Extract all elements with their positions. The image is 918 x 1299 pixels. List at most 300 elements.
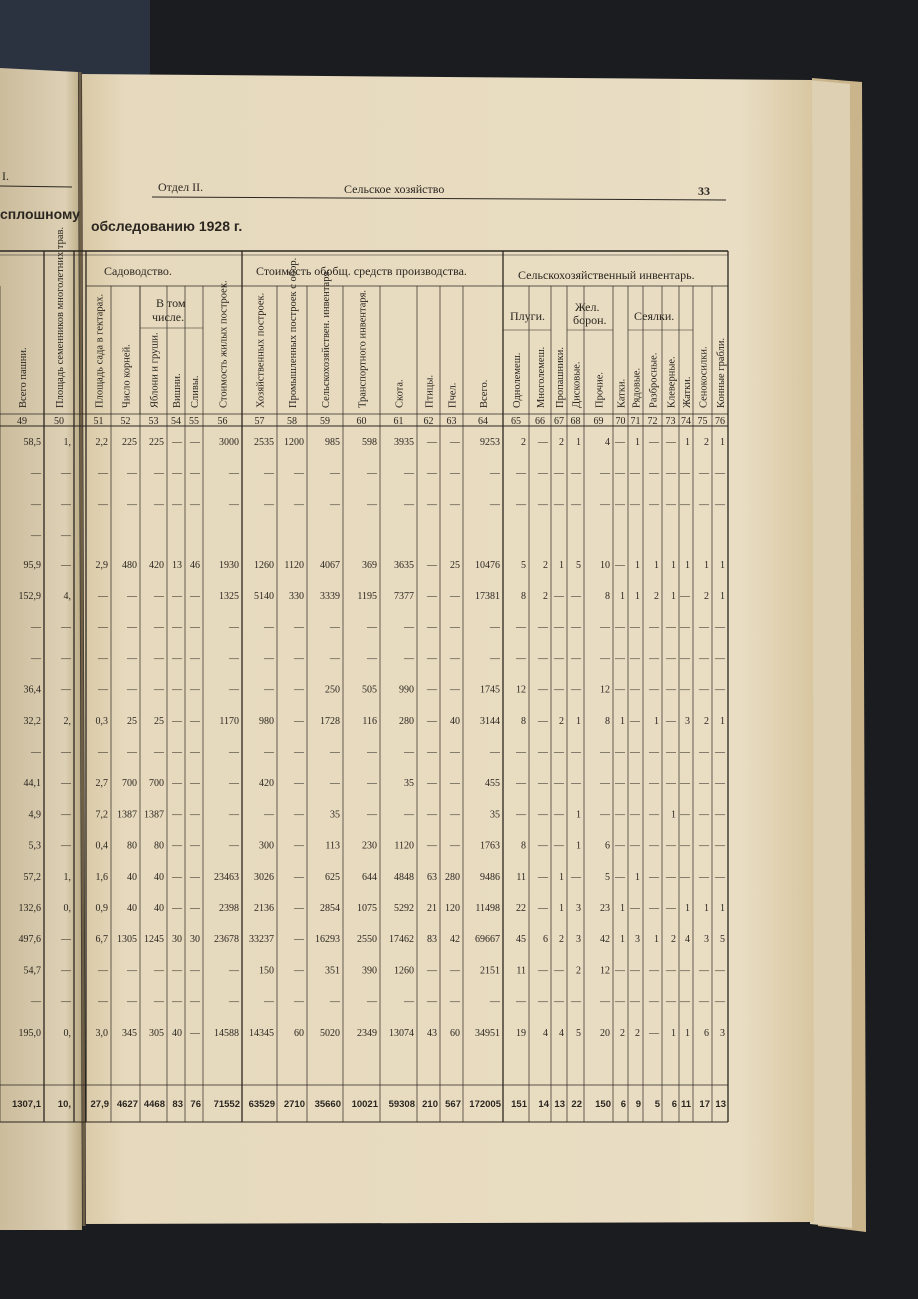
table-cell: 5 xyxy=(576,559,581,571)
table-cell: — xyxy=(404,809,414,821)
table-cell: — xyxy=(630,468,640,480)
table-cell: — xyxy=(127,653,137,665)
table-cell: — xyxy=(649,747,659,758)
table-cell: — xyxy=(715,747,725,758)
table-cell: 2136 xyxy=(254,903,274,914)
table-cell: 0,3 xyxy=(95,715,108,727)
table-cell: 17462 xyxy=(389,934,414,946)
table-cell: — xyxy=(294,622,304,634)
table-cell: 1 xyxy=(720,437,725,448)
table-cell: — xyxy=(699,684,709,696)
column-label: Число корней. xyxy=(121,344,133,408)
table-cell: — xyxy=(630,903,640,914)
table-cell: — xyxy=(229,778,239,790)
table-cell: — xyxy=(715,778,725,790)
table-cell: — xyxy=(127,591,137,602)
column-number: 51 xyxy=(93,416,104,427)
table-cell: — xyxy=(699,996,709,1008)
table-cell: — xyxy=(680,684,690,696)
column-label: Пчел. xyxy=(447,382,459,408)
table-cell: 369 xyxy=(362,559,377,571)
table-cell: — xyxy=(264,996,274,1008)
left-table-cell: — xyxy=(31,747,41,758)
table-cell: — xyxy=(450,996,460,1008)
column-label: Стоимость жилых построек. xyxy=(218,280,230,408)
table-cell: 420 xyxy=(259,778,274,790)
table-cell: 8 xyxy=(521,591,526,602)
table-cell: — xyxy=(554,591,564,602)
column-number: 67 xyxy=(554,416,564,427)
table-cell: 2 xyxy=(671,934,676,946)
column-label: Дисковые. xyxy=(571,361,583,408)
table-cell: — xyxy=(571,622,581,634)
column-number: 64 xyxy=(478,416,488,427)
table-cell: — xyxy=(427,653,437,665)
column-number: 76 xyxy=(715,416,725,427)
table-cell: — xyxy=(680,622,690,634)
table-cell: — xyxy=(615,996,625,1008)
table-cell: — xyxy=(649,840,659,852)
table-cell: — xyxy=(538,965,548,977)
total-cell: 71552 xyxy=(213,1099,240,1110)
table-cell: — xyxy=(490,747,500,758)
table-cell: — xyxy=(615,840,625,852)
table-cell: 10476 xyxy=(475,559,500,571)
table-cell: — xyxy=(571,996,581,1008)
table-cell: — xyxy=(666,996,676,1008)
left-table-cell: — xyxy=(61,934,71,946)
table-cell: — xyxy=(666,622,676,634)
table-cell: — xyxy=(367,809,377,821)
table-cell: — xyxy=(571,871,581,883)
table-cell: 5020 xyxy=(320,1027,340,1039)
table-cell: — xyxy=(554,778,564,790)
table-cell: 700 xyxy=(149,778,164,790)
left-table-cell: — xyxy=(61,840,71,852)
right-page xyxy=(82,74,814,1224)
table-cell: — xyxy=(229,809,239,821)
table-cell: 1 xyxy=(685,559,690,571)
table-cell: — xyxy=(571,468,581,480)
table-cell: — xyxy=(127,996,137,1008)
table-cell: — xyxy=(172,871,182,883)
table-cell: — xyxy=(680,996,690,1008)
table-cell: 2535 xyxy=(254,437,274,448)
left-table-cell: — xyxy=(61,559,71,571)
table-cell: — xyxy=(229,747,239,758)
table-cell: 3 xyxy=(635,934,640,946)
table-cell: — xyxy=(666,840,676,852)
left-table-cell: — xyxy=(61,622,71,634)
column-label: Однолемеш. xyxy=(512,352,523,408)
table-cell: — xyxy=(615,809,625,821)
column-label: Вишни. xyxy=(172,373,183,408)
table-cell: — xyxy=(294,965,304,977)
column-label: Транспортного инвентаря. xyxy=(357,289,369,408)
table-cell: 45 xyxy=(516,934,526,946)
column-label: Конные грабли. xyxy=(716,337,727,408)
table-cell: — xyxy=(666,778,676,790)
table-cell: 2,7 xyxy=(95,778,108,790)
table-cell: — xyxy=(294,934,304,946)
column-number: 65 xyxy=(511,416,521,427)
total-cell: 9 xyxy=(635,1099,641,1110)
table-cell: 330 xyxy=(289,591,304,602)
table-cell: 22 xyxy=(516,903,526,914)
table-cell: — xyxy=(154,468,164,480)
table-cell: — xyxy=(571,684,581,696)
column-number: 70 xyxy=(615,416,626,427)
table-cell: — xyxy=(699,778,709,790)
table-cell: — xyxy=(649,778,659,790)
table-cell: — xyxy=(367,747,377,758)
table-cell: — xyxy=(538,903,548,914)
table-cell: — xyxy=(715,499,725,511)
column-label: Яблони и груши. xyxy=(149,332,161,408)
table-cell: — xyxy=(190,468,200,480)
table-cell: 13 xyxy=(172,559,182,571)
table-cell: 985 xyxy=(325,437,340,448)
table-cell: 25 xyxy=(127,715,137,727)
column-label: Клеверные. xyxy=(666,356,678,408)
table-cell: 8 xyxy=(605,591,610,602)
table-cell: — xyxy=(715,653,725,665)
group-header-garden-sub-2: числе. xyxy=(152,310,185,324)
table-cell: — xyxy=(229,684,239,696)
left-table-cell: 152,9 xyxy=(18,591,41,602)
table-cell: — xyxy=(680,965,690,977)
total-cell: 63529 xyxy=(248,1099,275,1110)
table-cell: 6 xyxy=(543,934,548,946)
table-cell: — xyxy=(680,747,690,758)
table-cell: 1 xyxy=(635,871,640,883)
page-stack-edge xyxy=(808,80,852,1228)
table-cell: 25 xyxy=(450,559,460,571)
table-cell: 40 xyxy=(154,903,164,914)
column-number: 52 xyxy=(120,416,131,427)
table-cell: — xyxy=(715,996,725,1008)
table-cell: — xyxy=(538,809,548,821)
table-cell: 2 xyxy=(576,965,581,977)
table-cell: — xyxy=(264,622,274,634)
table-cell: — xyxy=(190,903,200,914)
table-cell: — xyxy=(615,622,625,634)
total-cell: 13 xyxy=(715,1099,726,1110)
table-cell: — xyxy=(229,653,239,665)
table-cell: — xyxy=(666,468,676,480)
table-cell: — xyxy=(190,591,200,602)
left-table-cell: — xyxy=(31,468,41,480)
table-cell: — xyxy=(264,468,274,480)
table-cell: 2,2 xyxy=(95,437,108,448)
table-cell: — xyxy=(649,996,659,1008)
table-cell: 1245 xyxy=(144,934,164,946)
table-cell: — xyxy=(172,996,182,1008)
left-table-cell: — xyxy=(31,996,41,1008)
table-cell: — xyxy=(450,622,460,634)
table-cell: — xyxy=(427,591,437,602)
table-cell: — xyxy=(571,591,581,602)
total-cell: 11 xyxy=(680,1099,691,1110)
left-table-cell: 58,5 xyxy=(23,437,41,448)
left-table-cell: — xyxy=(61,530,71,542)
table-cell: 40 xyxy=(450,715,460,727)
column-label: Хозяйственных построек. xyxy=(255,292,267,408)
table-cell: — xyxy=(538,747,548,758)
table-cell: — xyxy=(554,684,564,696)
left-table-cell: — xyxy=(61,996,71,1008)
table-cell: — xyxy=(630,996,640,1008)
table-cell: — xyxy=(190,499,200,511)
table-cell: 69667 xyxy=(475,934,500,946)
table-cell: 1200 xyxy=(284,437,304,448)
left-table-cell: — xyxy=(31,499,41,511)
table-cell: — xyxy=(538,468,548,480)
table-cell: — xyxy=(538,778,548,790)
table-cell: — xyxy=(427,468,437,480)
table-cell: — xyxy=(630,965,640,977)
table-cell: — xyxy=(699,809,709,821)
left-table-cell: 57,2 xyxy=(23,871,41,883)
left-table-cell: 132,6 xyxy=(18,903,41,914)
scan-shadow xyxy=(0,0,150,80)
total-cell: 4627 xyxy=(116,1099,138,1110)
table-cell: — xyxy=(649,468,659,480)
table-cell: 6,7 xyxy=(95,934,108,946)
table-cell: — xyxy=(715,871,725,883)
table-cell: — xyxy=(554,468,564,480)
left-table-cell: — xyxy=(31,622,41,634)
left-column-label: Всего пашни. xyxy=(18,347,29,408)
left-table-cell: 1, xyxy=(63,437,71,448)
table-cell: — xyxy=(404,996,414,1008)
table-cell: 3339 xyxy=(320,591,340,602)
column-number: 55 xyxy=(189,416,199,427)
group-header-harrows-2: борон. xyxy=(573,313,607,327)
table-cell: — xyxy=(450,468,460,480)
table-cell: — xyxy=(615,684,625,696)
table-cell: — xyxy=(190,437,200,448)
table-cell: 225 xyxy=(122,437,137,448)
total-cell: 83 xyxy=(172,1099,183,1110)
table-cell: 2 xyxy=(543,591,548,602)
table-cell: 35 xyxy=(330,809,340,821)
table-cell: 990 xyxy=(399,684,414,696)
table-cell: 1 xyxy=(635,591,640,602)
table-cell: 2 xyxy=(559,934,564,946)
table-cell: 113 xyxy=(325,840,340,852)
table-cell: 23463 xyxy=(214,871,239,883)
table-cell: — xyxy=(264,809,274,821)
table-cell: 2398 xyxy=(219,903,239,914)
table-cell: — xyxy=(404,747,414,758)
table-cell: 1120 xyxy=(284,559,304,571)
column-label: Скота. xyxy=(394,379,406,408)
table-cell: 5140 xyxy=(254,591,274,602)
left-table-cell: 1, xyxy=(63,871,71,883)
table-cell: — xyxy=(715,965,725,977)
table-cell: — xyxy=(600,653,610,665)
table-cell: — xyxy=(666,747,676,758)
table-cell: — xyxy=(649,622,659,634)
table-cell: — xyxy=(630,840,640,852)
table-cell: 23 xyxy=(600,903,610,914)
table-cell: — xyxy=(172,622,182,634)
table-cell: — xyxy=(649,653,659,665)
left-table-cell: — xyxy=(61,468,71,480)
table-cell: 3 xyxy=(720,1027,725,1039)
table-cell: — xyxy=(516,809,526,821)
table-cell: — xyxy=(699,622,709,634)
table-cell: — xyxy=(450,778,460,790)
table-cell: — xyxy=(294,747,304,758)
left-page-number: I. xyxy=(2,169,9,183)
table-cell: 5 xyxy=(521,559,526,571)
table-cell: — xyxy=(649,965,659,977)
table-cell: — xyxy=(554,840,564,852)
table-cell: — xyxy=(649,1027,659,1039)
column-label: Прочие. xyxy=(594,372,606,408)
table-cell: — xyxy=(699,840,709,852)
table-cell: 60 xyxy=(294,1027,304,1039)
table-cell: — xyxy=(127,684,137,696)
column-label: Рядовые. xyxy=(631,367,643,408)
table-cell: 250 xyxy=(325,684,340,696)
table-cell: — xyxy=(294,809,304,821)
table-cell: — xyxy=(600,996,610,1008)
table-cell: — xyxy=(490,996,500,1008)
table-cell: — xyxy=(680,653,690,665)
left-table-cell: 195,0 xyxy=(18,1027,41,1039)
total-cell: 35660 xyxy=(314,1099,341,1110)
left-table-cell: 4, xyxy=(63,591,71,602)
table-cell: — xyxy=(98,591,108,602)
total-cell: 6 xyxy=(671,1099,677,1110)
table-cell: — xyxy=(172,778,182,790)
table-cell: — xyxy=(330,778,340,790)
table-cell: 1 xyxy=(559,903,564,914)
table-cell: — xyxy=(427,437,437,448)
table-cell: 8 xyxy=(521,715,526,727)
table-cell: 35 xyxy=(490,809,500,821)
table-cell: 5 xyxy=(605,871,610,883)
table-cell: 2 xyxy=(543,559,548,571)
column-number: 75 xyxy=(697,416,708,427)
table-cell: — xyxy=(229,622,239,634)
table-cell: 1 xyxy=(720,903,725,914)
left-column-number: 49 xyxy=(17,416,27,427)
table-cell: — xyxy=(649,499,659,511)
table-cell: — xyxy=(615,437,625,448)
column-number: 66 xyxy=(535,416,545,427)
table-cell: 2 xyxy=(620,1027,625,1039)
table-cell: — xyxy=(330,747,340,758)
left-table-cell: — xyxy=(61,747,71,758)
left-table-cell: 4,9 xyxy=(28,809,41,821)
table-cell: — xyxy=(615,965,625,977)
table-cell: — xyxy=(450,437,460,448)
table-cell: — xyxy=(490,653,500,665)
table-cell: 1763 xyxy=(480,840,500,852)
table-cell: — xyxy=(615,499,625,511)
table-cell: 1 xyxy=(559,871,564,883)
table-cell: 0,4 xyxy=(95,840,108,852)
table-cell: — xyxy=(367,468,377,480)
table-cell: — xyxy=(264,653,274,665)
table-cell: 13074 xyxy=(389,1027,414,1039)
table-cell: — xyxy=(154,653,164,665)
table-cell: — xyxy=(571,499,581,511)
table-cell: 42 xyxy=(450,934,460,946)
table-cell: — xyxy=(715,684,725,696)
table-cell: 5 xyxy=(576,1027,581,1039)
group-header-harrows-1: Жел. xyxy=(575,300,600,314)
left-page xyxy=(0,68,82,1230)
table-cell: 2 xyxy=(704,591,709,602)
left-table-cell: 0, xyxy=(63,1027,71,1039)
left-total-cell: 1307,1 xyxy=(11,1099,41,1110)
table-cell: 17381 xyxy=(475,591,500,602)
table-cell: 21 xyxy=(427,903,437,914)
table-cell: — xyxy=(172,437,182,448)
total-cell: 6 xyxy=(620,1099,626,1110)
table-cell: — xyxy=(516,499,526,511)
column-number: 71 xyxy=(630,416,641,427)
table-cell: 3 xyxy=(576,934,581,946)
table-cell: — xyxy=(154,499,164,511)
table-cell: 1 xyxy=(654,559,659,571)
total-cell: 13 xyxy=(554,1099,565,1110)
column-label: Жатки. xyxy=(682,376,693,408)
table-cell: — xyxy=(172,715,182,727)
table-cell: 8 xyxy=(605,715,610,727)
table-cell: — xyxy=(450,747,460,758)
table-cell: — xyxy=(554,809,564,821)
total-cell: 10021 xyxy=(351,1099,378,1110)
table-cell: 1305 xyxy=(117,934,137,946)
table-cell: — xyxy=(630,778,640,790)
table-cell: — xyxy=(127,468,137,480)
table-cell: — xyxy=(229,499,239,511)
table-cell: — xyxy=(330,468,340,480)
left-table-cell: 32,2 xyxy=(23,715,41,727)
table-cell: — xyxy=(98,653,108,665)
table-cell: — xyxy=(571,778,581,790)
table-cell: — xyxy=(680,591,690,602)
column-number: 61 xyxy=(393,416,404,427)
table-cell: — xyxy=(294,468,304,480)
table-cell: 120 xyxy=(445,903,460,914)
table-cell: — xyxy=(98,747,108,758)
column-label: Сельскохозяйствен. инвентаря. xyxy=(321,269,332,408)
table-cell: 1745 xyxy=(480,684,500,696)
table-cell: — xyxy=(538,622,548,634)
table-cell: — xyxy=(427,747,437,758)
table-cell: 60 xyxy=(450,1027,460,1039)
table-cell: 6 xyxy=(605,840,610,852)
table-cell: — xyxy=(427,715,437,727)
table-cell: — xyxy=(699,747,709,758)
table-cell: — xyxy=(680,499,690,511)
column-label: Всего. xyxy=(479,379,490,408)
table-cell: — xyxy=(450,809,460,821)
table-cell: 12 xyxy=(600,965,610,977)
total-cell: 172005 xyxy=(469,1099,501,1110)
table-cell: 420 xyxy=(149,559,164,571)
table-cell: 0,9 xyxy=(95,903,108,914)
table-cell: 1 xyxy=(720,559,725,571)
table-cell: 35 xyxy=(404,778,414,790)
